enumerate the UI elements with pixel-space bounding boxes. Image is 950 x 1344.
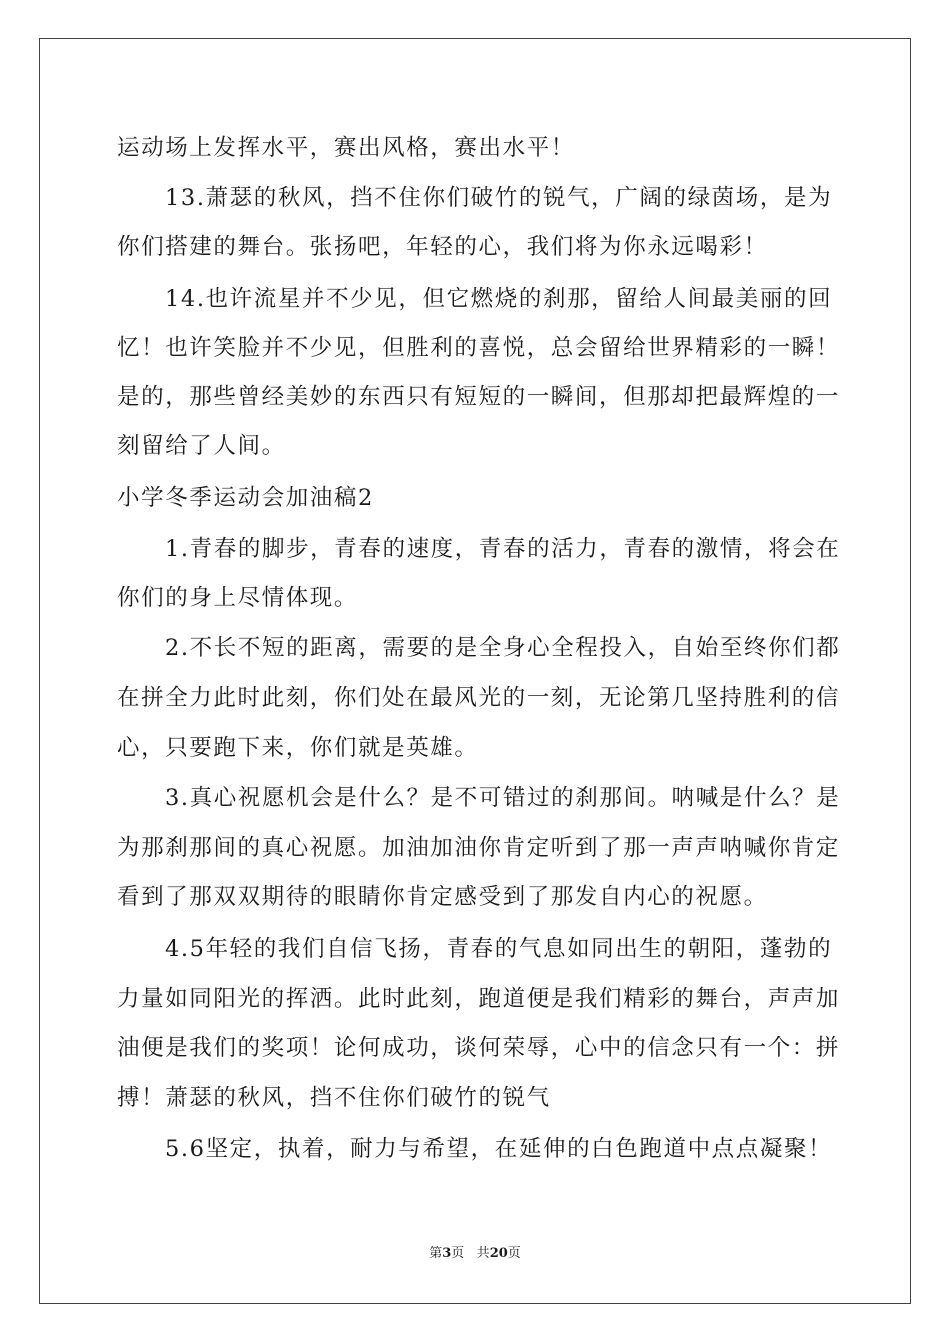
paragraph-line: 刻留给了人间。 [117,433,286,459]
paragraph-line: 5.6坚定，执着，耐力与希望，在延伸的白色跑道中点点凝聚！ [165,1136,833,1162]
paragraph-line: 你们的身上尽情体现。 [117,585,359,611]
paragraph-line: 14.也许流星并不少见，但它燃烧的刹那，留给人间最美丽的回 [165,286,833,312]
paragraph-line: 为那刹那间的真心祝愿。加油加油你肯定听到了那一声声呐喊你肯定 [117,835,841,861]
paragraph-line: 力量如同阳光的挥洒。此时此刻，跑道便是我们精彩的舞台，声声加 [117,986,841,1012]
page-footer [0,1245,950,1263]
paragraph-line: 忆！也许笑脸并不少见，但胜利的喜悦，总会留给世界精彩的一瞬！ [117,335,841,361]
paragraph-line: 13.萧瑟的秋风，挡不住你们破竹的锐气，广阔的绿茵场，是为 [165,185,833,211]
paragraph-line: 搏！萧瑟的秋风，挡不住你们破竹的锐气 [117,1085,551,1111]
paragraph-line: 看到了那双双期待的眼睛你肯定感受到了那发自内心的祝愿。 [117,884,768,910]
page-suffix: 页 [451,1246,465,1261]
paragraph-line: 4.5年轻的我们自信飞扬，青春的气息如同出生的朝阳，蓬勃的 [165,936,833,962]
paragraph-line: 在拼全力此时此刻，你们处在最风光的一刻，无论第几坚持胜利的信 [117,685,841,711]
paragraph-line: 2.不长不短的距离，需要的是全身心全程投入，自始至终你们都 [165,635,841,661]
total-suffix: 页 [507,1246,521,1261]
page-number: 3 [442,1246,452,1261]
paragraph-line: 是的，那些曾经美妙的东西只有短短的一瞬间，但那却把最辉煌的一 [117,384,841,410]
section-heading: 小学冬季运动会加油稿2 [117,485,374,511]
paragraph-line: 运动场上发挥水平，赛出风格，赛出水平！ [117,135,575,161]
paragraph-line: 心，只要跑下来，你们就是英雄。 [117,735,479,761]
paragraph-line: 你们搭建的舞台。张扬吧，年轻的心，我们将为你永远喝彩！ [117,234,768,260]
paragraph-line: 油便是我们的奖项！论何成功，谈何荣辱，心中的信念只有一个：拼 [117,1035,841,1061]
total-pages: 20 [489,1246,508,1261]
page-prefix: 第 [429,1246,443,1261]
paragraph-line: 3.真心祝愿机会是什么？是不可错过的刹那间。呐喊是什么？是 [165,785,841,811]
paragraph-line: 1.青春的脚步，青春的速度，青春的活力，青春的激情，将会在 [165,536,841,562]
total-prefix: 共 [476,1246,490,1261]
